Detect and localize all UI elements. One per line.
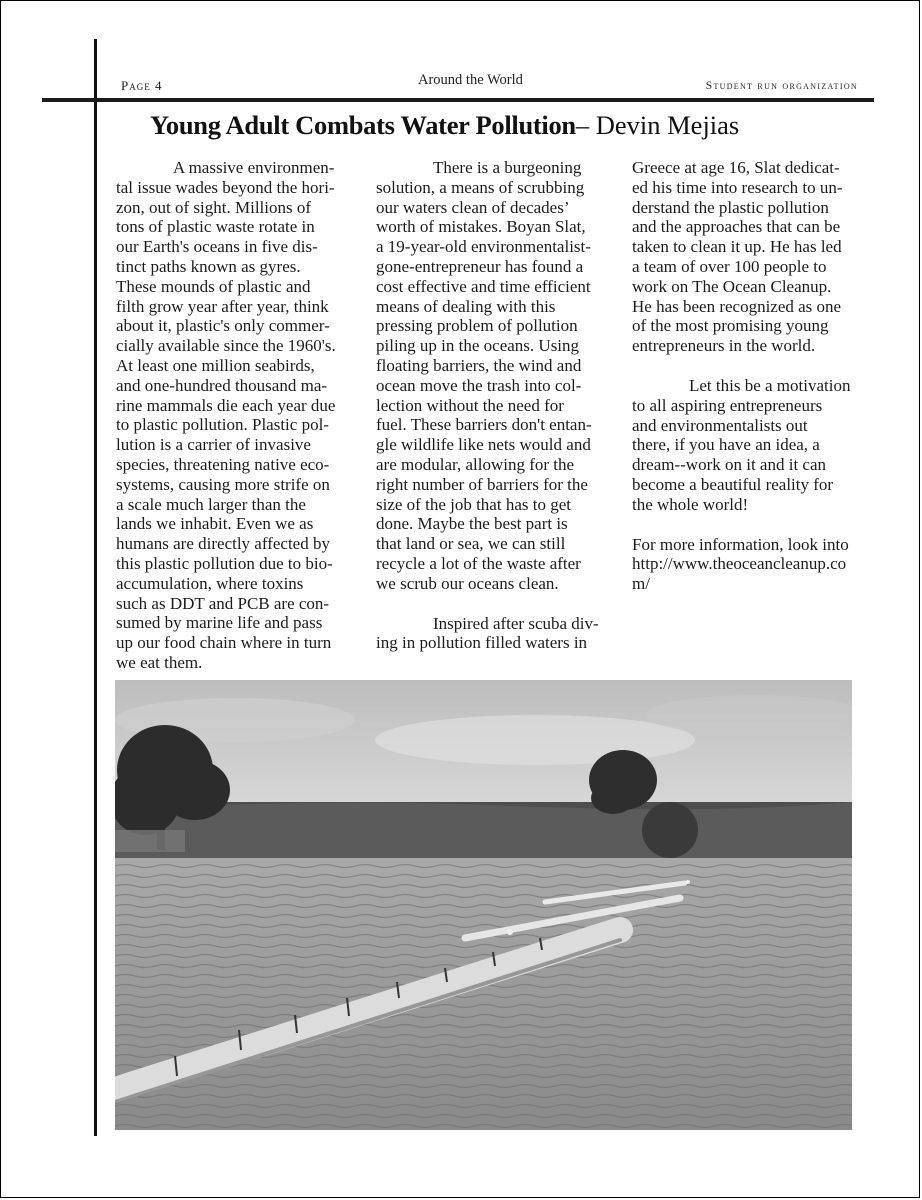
text-line: that land or sea, we can still	[376, 534, 566, 554]
text-line: Inspired after scuba div-	[433, 613, 599, 633]
text-line: such as DDT and PCB are con-	[116, 593, 330, 613]
text-line: gle wildlife like nets would and	[376, 435, 591, 455]
text-line: sumed by marine life and pass	[116, 613, 323, 633]
text-line: For more information, look into	[632, 534, 849, 554]
text-line: done. Maybe the best part is	[376, 514, 568, 534]
text-line: lands we inhabit. Even we as	[116, 514, 314, 534]
article-column-2	[376, 158, 626, 653]
text-line: we scrub our oceans clean.	[376, 573, 559, 593]
text-line: about it, plastic's only commer-	[116, 316, 330, 336]
article-paragraph	[376, 158, 626, 594]
text-line: accumulation, where toxins	[116, 573, 304, 593]
text-line: entrepreneurs in the world.	[632, 336, 816, 356]
organization-label: Student run organization	[705, 80, 858, 92]
text-line: tinct paths known as gyres.	[116, 256, 301, 276]
text-line: cially available since the 1960's.	[116, 336, 336, 356]
text-line: our waters clean of decades’	[376, 197, 570, 217]
text-line: and one-hundred thousand ma-	[116, 375, 328, 395]
article-paragraph	[632, 158, 882, 356]
text-line: Greece at age 16, Slat dedicat-	[632, 158, 840, 177]
headline: Young Adult Combats Water Pollution	[150, 110, 576, 140]
text-line: rine mammals die each year due	[116, 395, 336, 415]
article-paragraph	[376, 614, 626, 654]
text-line: At least one million seabirds,	[116, 355, 315, 375]
text-line: lution is a carrier of invasive	[116, 435, 311, 455]
text-line: work on The Ocean Cleanup.	[632, 276, 832, 296]
text-line: size of the job that has to get	[376, 494, 571, 514]
text-line: of the most promising young	[632, 316, 829, 336]
text-line: and environmentalists out	[632, 415, 808, 435]
text-line: dream--work on it and it can	[632, 455, 827, 475]
page-number: Page 4	[121, 78, 163, 93]
text-line: lection without the need for	[376, 395, 564, 415]
text-line: the whole world!	[632, 494, 749, 514]
text-line: zon, out of sight. Millions of	[116, 197, 312, 217]
text-line: filth grow year after year, think	[116, 296, 329, 316]
text-line: solution, a means of scrubbing	[376, 177, 585, 197]
text-line: A massive environmen-	[173, 158, 335, 177]
text-line: a 19-year-old environmentalist-	[376, 237, 591, 257]
text-line: there, if you have an idea, a	[632, 435, 820, 455]
paragraph-gap	[632, 356, 882, 376]
text-line: to plastic pollution. Plastic pol-	[116, 415, 329, 435]
paragraph-gap	[376, 594, 626, 614]
article-column-3	[632, 158, 882, 594]
text-line: ocean move the trash into col-	[376, 375, 582, 395]
text-line: taken to clean it up. He has led	[632, 237, 842, 257]
text-line: our Earth's oceans in five dis-	[116, 237, 318, 257]
header-rule	[42, 98, 874, 102]
text-line: worth of mistakes. Boyan Slat,	[376, 217, 586, 237]
text-line: ed his time into research to un-	[632, 177, 843, 197]
text-line: we eat them.	[116, 652, 203, 672]
text-line: species, threatening native eco-	[116, 454, 330, 474]
text-line: Let this be a motivation	[689, 375, 851, 395]
text-line: and the approaches that can be	[632, 217, 841, 237]
text-line: ing in pollution filled waters in	[376, 633, 588, 653]
article-column-1	[116, 158, 366, 673]
text-line: recycle a lot of the waste after	[376, 553, 581, 573]
text-line: cost effective and time efficient	[376, 276, 591, 296]
paragraph-gap	[632, 515, 882, 535]
text-line: There is a burgeoning	[433, 158, 582, 177]
margin-rule	[94, 39, 97, 1136]
text-line: tons of plastic waste rotate in	[116, 217, 315, 237]
article-paragraph	[116, 158, 366, 673]
article-paragraph	[632, 376, 882, 515]
text-line: gone-entrepreneur has found a	[376, 256, 584, 276]
article-photo	[115, 680, 852, 1130]
text-line: http://www.theoceancleanup.co	[632, 554, 847, 574]
author-name: Devin Mejias	[595, 110, 740, 140]
text-line: tal issue wades beyond the hori-	[116, 177, 335, 197]
text-line: m/	[632, 574, 650, 594]
text-line: These mounds of plastic and	[116, 276, 311, 296]
text-line: a scale much larger than the	[116, 494, 306, 514]
text-line: are modular, allowing for the	[376, 454, 575, 474]
text-line: humans are directly affected by	[116, 534, 330, 554]
article-title	[150, 110, 739, 141]
text-line: up our food chain where in turn	[116, 633, 332, 653]
text-line: fuel. These barriers don't entan-	[376, 415, 592, 435]
text-line: pressing problem of pollution	[376, 316, 578, 336]
text-line: floating barriers, the wind and	[376, 355, 582, 375]
text-line: become a beautiful reality for	[632, 474, 834, 494]
text-line: systems, causing more strife on	[116, 474, 330, 494]
article-paragraph	[632, 535, 882, 594]
text-line: to all aspiring entrepreneurs	[632, 395, 823, 415]
text-line: right number of barriers for the	[376, 474, 588, 494]
title-separator: –	[575, 110, 596, 140]
text-line: a team of over 100 people to	[632, 256, 827, 276]
text-line: He has been recognized as one	[632, 296, 842, 316]
text-line: means of dealing with this	[376, 296, 556, 316]
text-line: derstand the plastic pollution	[632, 197, 829, 217]
section-title: Around the World	[418, 72, 523, 88]
text-line: this plastic pollution due to bio-	[116, 553, 333, 573]
text-line: piling up in the oceans. Using	[376, 336, 580, 356]
